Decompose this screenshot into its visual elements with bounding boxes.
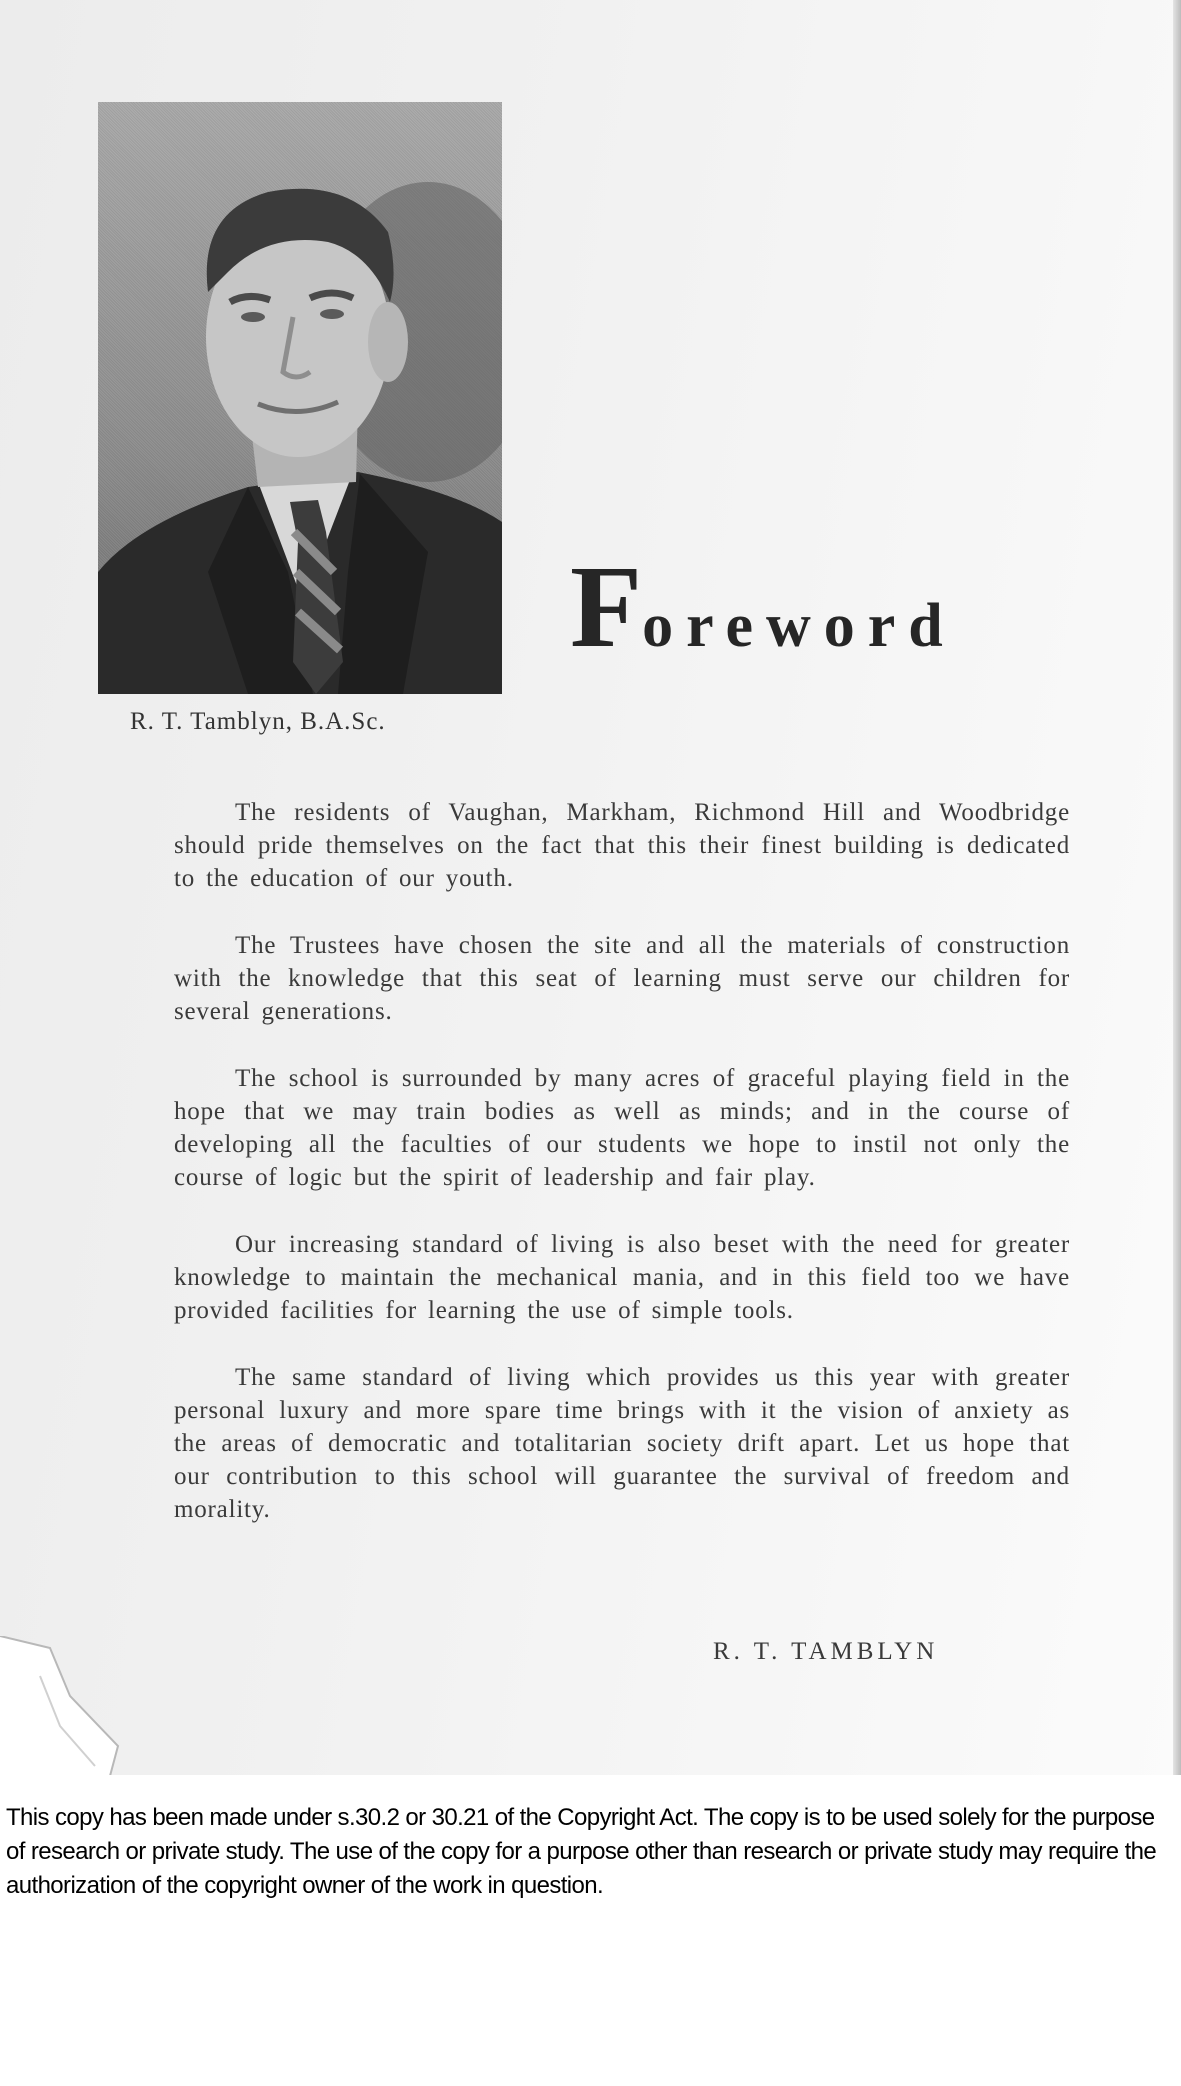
paragraph: The school is surrounded by many acres of graceful playing field in the hope that we may train bodies as well as minds; and in the course of developing all the faculties of our students we hope to instil not only the course of logic but the spirit of leadership and fair play. bbox=[174, 1065, 1070, 1191]
foreword-body bbox=[174, 796, 1070, 1560]
signature: R. T. TAMBLYN bbox=[713, 1638, 939, 1665]
paragraph: The Trustees have chosen the site and all the materials of construction with the knowledge that this seat of learning must serve our children for several generations. bbox=[174, 932, 1070, 1025]
paragraph: The residents of Vaughan, Markham, Richmond Hill and Woodbridge should pride themselves on the fact that this their finest building is dedicated to the education of our youth. bbox=[174, 799, 1070, 892]
page-title bbox=[570, 541, 956, 672]
copyright-notice: This copy has been made under s.30.2 or 30.21 of the Copyright Act. The copy is to be used solely for the purpose of research or private study. The use of the copy for a purpose other than research or private study may require the authorization of the copyright owner of the work in question. bbox=[6, 1804, 1157, 1899]
page-edge-shadow bbox=[1173, 0, 1181, 1775]
portrait-illustration bbox=[98, 102, 502, 694]
paragraph: The same standard of living which provides us this year with greater personal luxury and more spare time brings with it the vision of anxiety as the areas of democratic and totalitarian society drift apart. Let us hope that our contribution to this school will guarantee the survival of freedom and morality. bbox=[174, 1364, 1070, 1523]
page-curl-corner bbox=[0, 1636, 120, 1775]
title-rest: oreword bbox=[642, 592, 956, 660]
paragraph: Our increasing standard of living is also beset with the need for greater knowledge to maintain the mechanical mania, and in this field too we have provided facilities for learning the use of simple tools. bbox=[174, 1231, 1070, 1324]
photo-caption: R. T. Tamblyn, B.A.Sc. bbox=[130, 708, 386, 735]
title-initial: F bbox=[570, 541, 643, 672]
portrait-photo bbox=[98, 102, 502, 694]
